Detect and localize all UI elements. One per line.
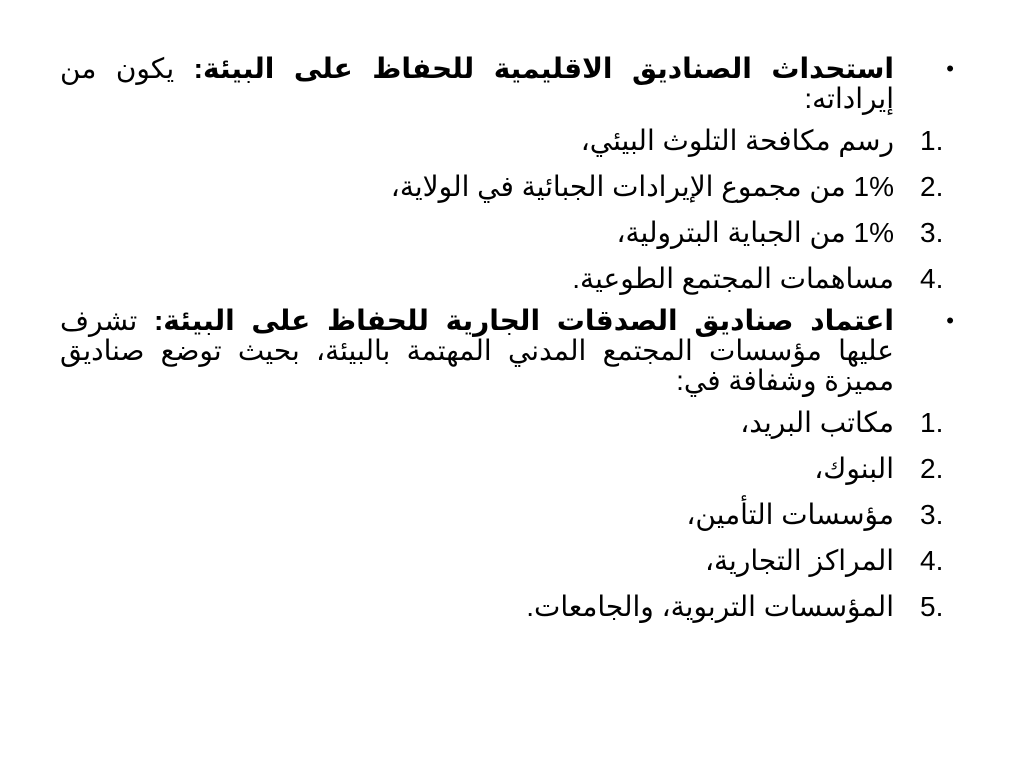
- list-item: [60, 256, 960, 302]
- list-number: 2.: [920, 453, 944, 484]
- list-item: [60, 118, 960, 164]
- list-text: 1% من الجباية البترولية،: [616, 217, 894, 248]
- list-text: المراكز التجارية،: [704, 545, 894, 576]
- list-item: [60, 400, 960, 446]
- slide-content: [60, 54, 960, 630]
- bullet-heading: اعتماد صناديق الصدقات الجارية للحفاظ على البيئة:: [153, 305, 895, 336]
- list-number: 2.: [920, 171, 944, 202]
- bullet-dot: •: [946, 56, 954, 81]
- list-item: [60, 492, 960, 538]
- list-text: البنوك،: [814, 453, 894, 484]
- list-number: 4.: [920, 263, 944, 294]
- list-item: [60, 164, 960, 210]
- list-number: 1.: [920, 407, 944, 438]
- list-number: 3.: [920, 499, 944, 530]
- bullet-heading: استحداث الصناديق الاقليمية للحفاظ على البيئة:: [193, 53, 894, 84]
- list-number: 5.: [920, 591, 944, 622]
- list-text: 1% من مجموع الإيرادات الجبائية في الولاية،: [390, 171, 894, 202]
- bullet-dot: •: [946, 308, 954, 333]
- list-text: رسم مكافحة التلوث البيئي،: [580, 125, 894, 156]
- bullet-charity-boxes: [60, 306, 960, 396]
- list-text: مساهمات المجتمع الطوعية.: [572, 263, 894, 294]
- list-item: [60, 538, 960, 584]
- list-text: المؤسسات التربوية، والجامعات.: [526, 591, 894, 622]
- bullet-environment-regional-funds: [60, 54, 960, 114]
- list-item: [60, 210, 960, 256]
- bullet-text: يكون من إيراداته:: [60, 53, 894, 114]
- list-number: 4.: [920, 545, 944, 576]
- list-text: مؤسسات التأمين،: [686, 499, 894, 530]
- list-item: [60, 584, 960, 630]
- list-text: مكاتب البريد،: [740, 407, 894, 438]
- bullet-text: تشرف عليها مؤسسات المجتمع المدني المهتمة بالبيئة، بحيث توضع صناديق مميزة وشفافة في:: [60, 305, 894, 396]
- list-number: 1.: [920, 125, 944, 156]
- list-item: [60, 446, 960, 492]
- list-number: 3.: [920, 217, 944, 248]
